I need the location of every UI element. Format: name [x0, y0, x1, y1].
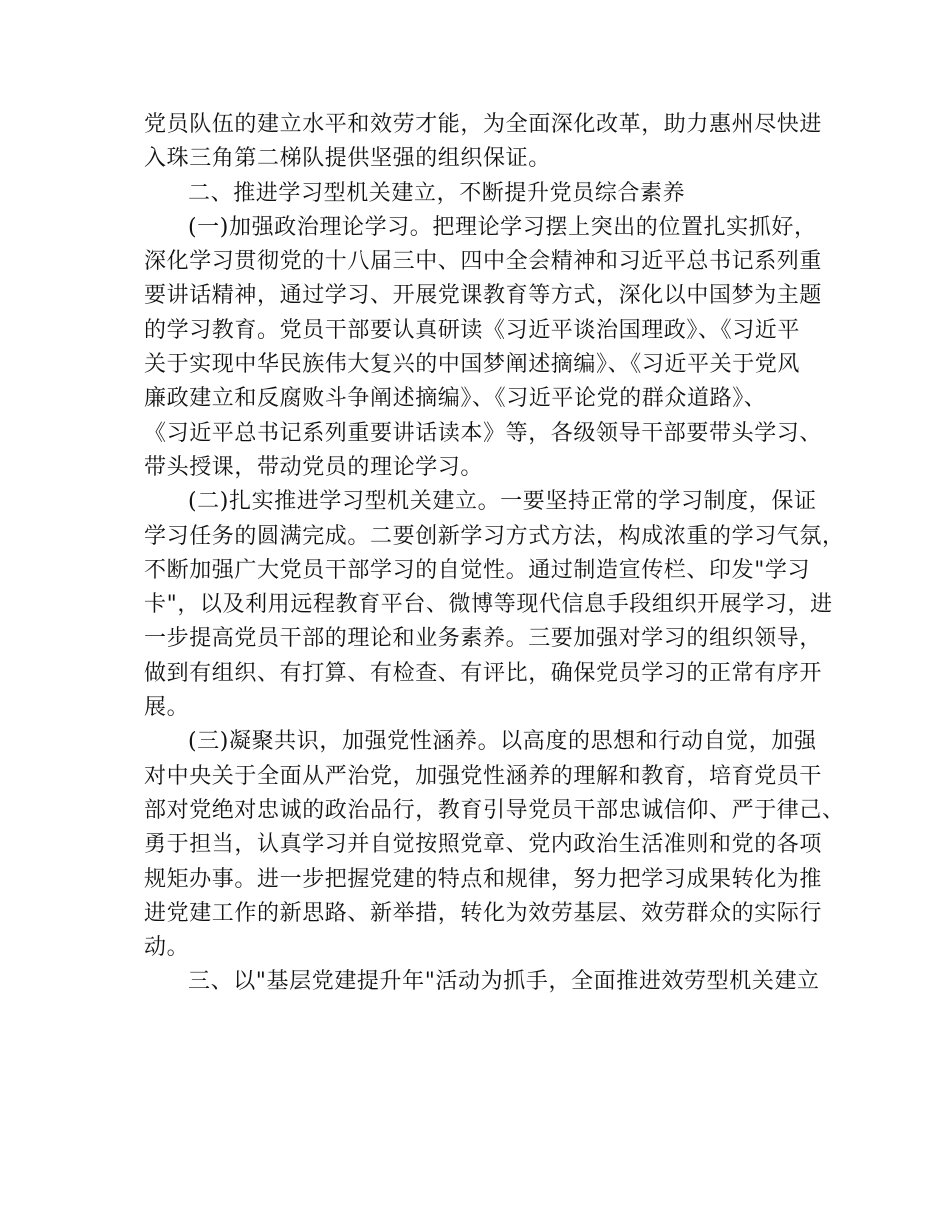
text-line: 动。: [144, 935, 190, 961]
text-line: (二)扎实推进学习型机关建立。一要坚持正常的学习制度，保证: [188, 489, 817, 515]
text-line: 勇于担当，认真学习并自觉按照党章、党内政治生活准则和党的各项: [144, 832, 823, 858]
text-line: 规矩办事。进一步把握党建的特点和规律，努力把学习成果转化为推: [144, 866, 823, 892]
text-line: 对中央关于全面从严治党，加强党性涵养的理解和教育，培育党员干: [144, 763, 823, 789]
text-line: 一步提高党员干部的理论和业务素养。三要加强对学习的组织领导，: [144, 626, 823, 652]
text-line: (一)加强政治理论学习。把理论学习摆上突出的位置扎实抓好，: [188, 214, 817, 240]
text-line: 要讲话精神，通过学习、开展党课教育等方式，深化以中国梦为主题: [144, 283, 823, 309]
text-line: 廉政建立和反腐败斗争阐述摘编》、《习近平论党的群众道路》、: [144, 386, 767, 412]
text-line: 部对党绝对忠诚的政治品行，教育引导党员干部忠诚信仰、严于律己、: [144, 797, 845, 823]
text-line: 卡"，以及利用远程教育平台、微博等现代信息手段组织开展学习，进: [144, 592, 833, 618]
text-line: (三)凝聚共识，加强党性涵养。以高度的思想和行动自觉，加强: [188, 729, 817, 755]
text-line: 入珠三角第二梯队提供坚强的组织保证。: [144, 146, 551, 172]
text-line: 学习任务的圆满完成。二要创新学习方式方法，构成浓重的学习气氛，: [144, 523, 845, 549]
text-line: 进党建工作的新思路、新举措，转化为效劳基层、效劳群众的实际行: [144, 900, 823, 926]
text-line: 不断加强广大党员干部学习的自觉性。通过制造宣传栏、印发"学习: [144, 557, 811, 583]
text-line: 展。: [144, 695, 190, 721]
text-line: 深化学习贯彻党的十八届三中、四中全会精神和习近平总书记系列重: [144, 249, 823, 275]
text-line: 的学习教育。党员干部要认真研读《习近平谈治国理政》、《习近平: [144, 317, 801, 343]
text-line: 《习近平总书记系列重要讲话读本》等，各级领导干部要带头学习、: [144, 420, 823, 446]
document-body: [144, 108, 845, 1000]
text-line: 党员队伍的建立水平和效劳才能，为全面深化改革，助力惠州尽快进: [144, 112, 823, 137]
text-line: 关于实现中华民族伟大复兴的中国梦阐述摘编》、《习近平关于党风: [144, 352, 801, 378]
text-line: 带头授课，带动党员的理论学习。: [144, 454, 484, 480]
section-heading: 三、以"基层党建提升年"活动为抓手，全面推进效劳型机关建立: [188, 969, 820, 995]
section-heading: 二、推进学习型机关建立，不断提升党员综合素养: [188, 180, 686, 206]
text-line: 做到有组织、有打算、有检查、有评比，确保党员学习的正常有序开: [144, 660, 823, 686]
